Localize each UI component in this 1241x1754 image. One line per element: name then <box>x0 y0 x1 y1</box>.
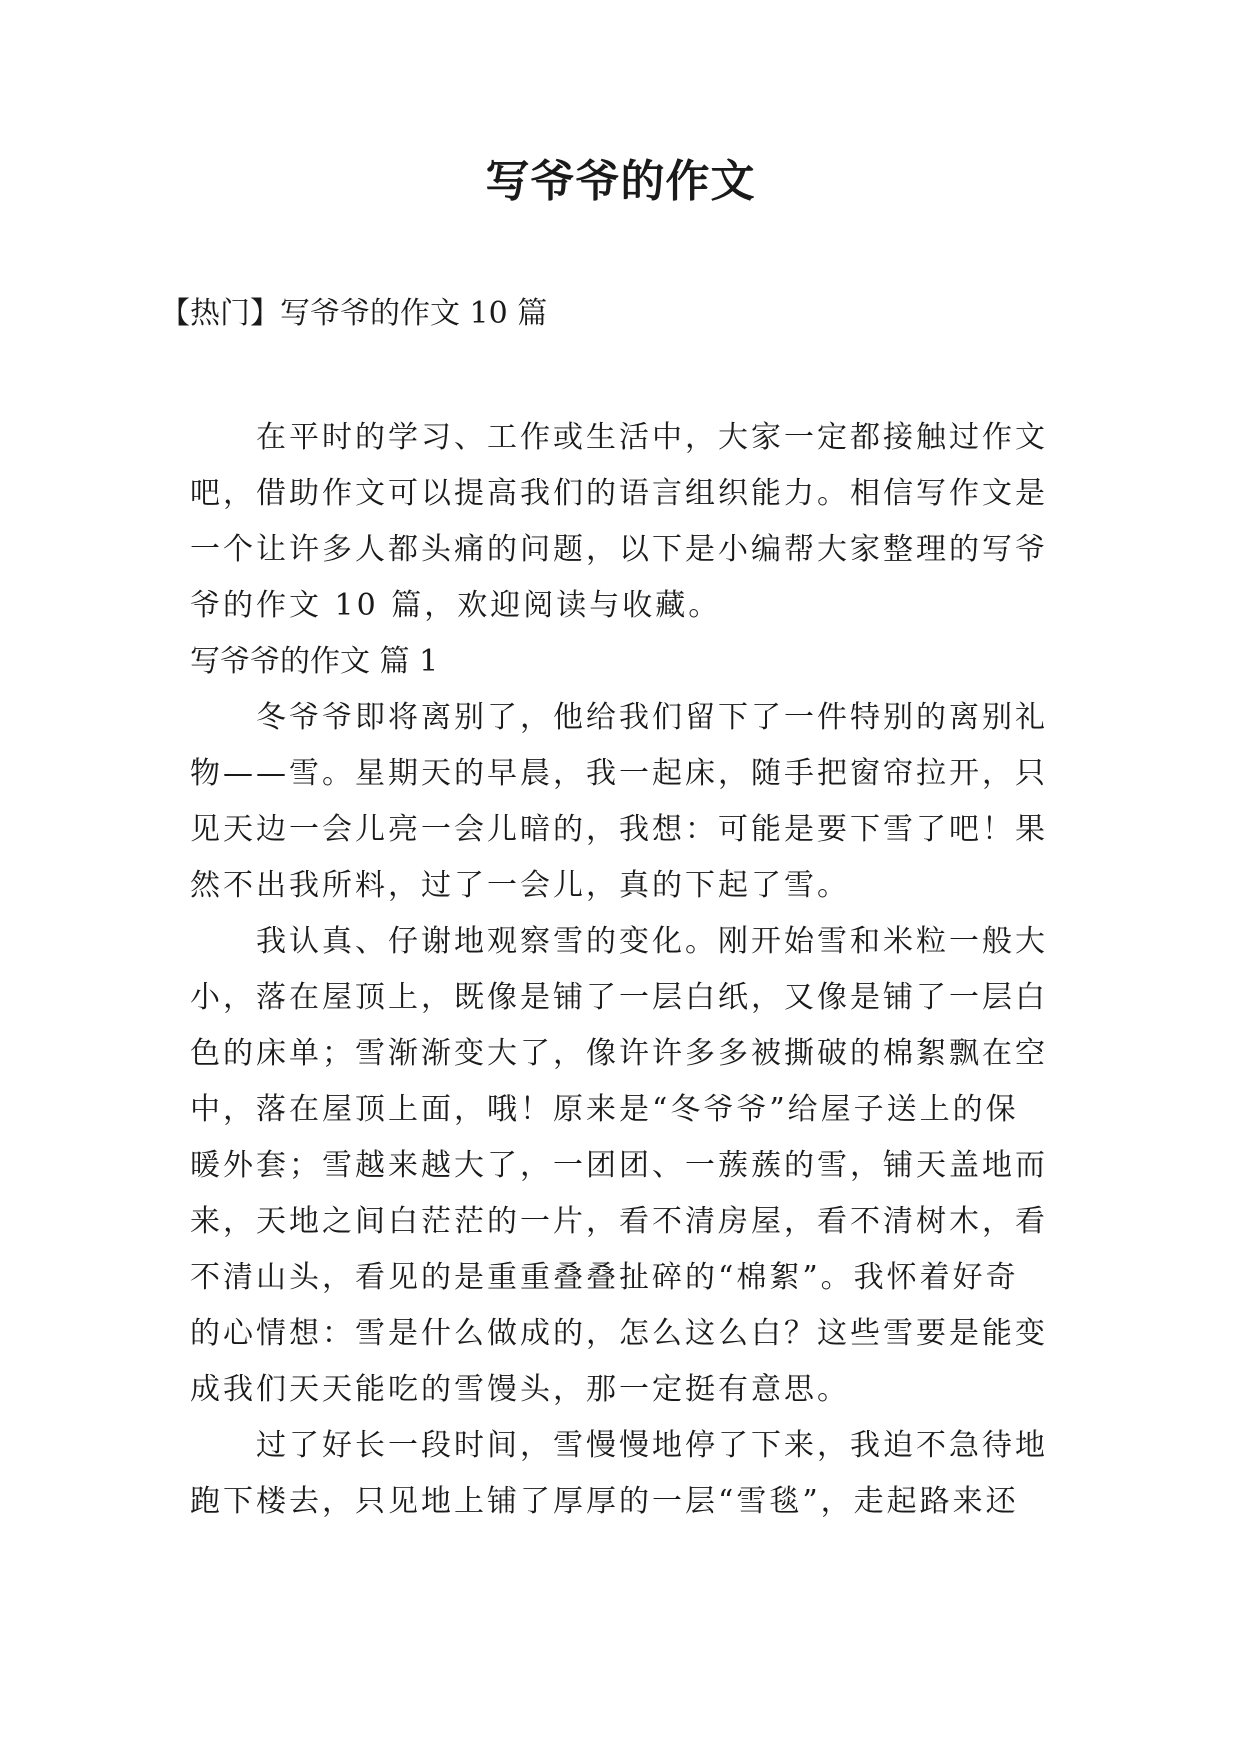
text-line: 我认真、仔谢地观察雪的变化。刚开始雪和米粒一般大 <box>256 924 1048 959</box>
text-line: 跑下楼去，只见地上铺了厚厚的一层“雪毯”，走起路来还 <box>190 1484 1019 1519</box>
text-line: 冬爷爷即将离别了，他给我们留下了一件特别的离别礼 <box>256 700 1048 735</box>
text-line: 不清山头，看见的是重重叠叠扯碎的“棉絮”。我怀着好奇 <box>190 1260 1019 1295</box>
paragraph-1 <box>190 690 1058 914</box>
text-line: 中，落在屋顶上面，哦！原来是“冬爷爷”给屋子送上的保 <box>190 1092 1019 1127</box>
text-line: 暖外套；雪越来越大了，一团团、一蔟蔟的雪，铺天盖地而 <box>190 1148 1048 1183</box>
document-body <box>190 410 1058 1530</box>
text-line: 色的床单；雪渐渐变大了，像许许多多被撕破的棉絮飘在空 <box>190 1036 1048 1071</box>
text-line: 小，落在屋顶上，既像是铺了一层白纸，又像是铺了一层白 <box>190 980 1048 1015</box>
text-line: 吧，借助作文可以提高我们的语言组织能力。相信写作文是 <box>190 476 1048 511</box>
document-title: 写爷爷的作文 <box>485 156 756 207</box>
text-line: 然不出我所料，过了一会儿，真的下起了雪。 <box>190 868 850 903</box>
text-line: 物——雪。星期天的早晨，我一起床，随手把窗帘拉开，只 <box>190 756 1048 791</box>
text-line: 过了好长一段时间，雪慢慢地停了下来，我迫不急待地 <box>256 1428 1048 1463</box>
text-line: 见天边一会儿亮一会儿暗的，我想：可能是要下雪了吧！果 <box>190 812 1048 847</box>
section-heading: 写爷爷的作文 篇 1 <box>190 644 439 679</box>
paragraph-3 <box>190 1418 1058 1530</box>
text-line: 爷的作文 10 篇，欢迎阅读与收藏。 <box>190 588 722 623</box>
text-line: 的心情想：雪是什么做成的，怎么这么白？这些雪要是能变 <box>190 1316 1048 1351</box>
text-line: 在平时的学习、工作或生活中，大家一定都接触过作文 <box>256 420 1048 455</box>
text-line: 一个让许多人都头痛的问题，以下是小编帮大家整理的写爷 <box>190 532 1048 567</box>
paragraph-2 <box>190 914 1058 1418</box>
text-line: 来，天地之间白茫茫的一片，看不清房屋，看不清树木，看 <box>190 1204 1048 1239</box>
text-line: 成我们天天能吃的雪馒头，那一定挺有意思。 <box>190 1372 850 1407</box>
intro-paragraph <box>190 410 1058 634</box>
document-subtitle: 【热门】写爷爷的作文 10 篇 <box>160 296 548 331</box>
